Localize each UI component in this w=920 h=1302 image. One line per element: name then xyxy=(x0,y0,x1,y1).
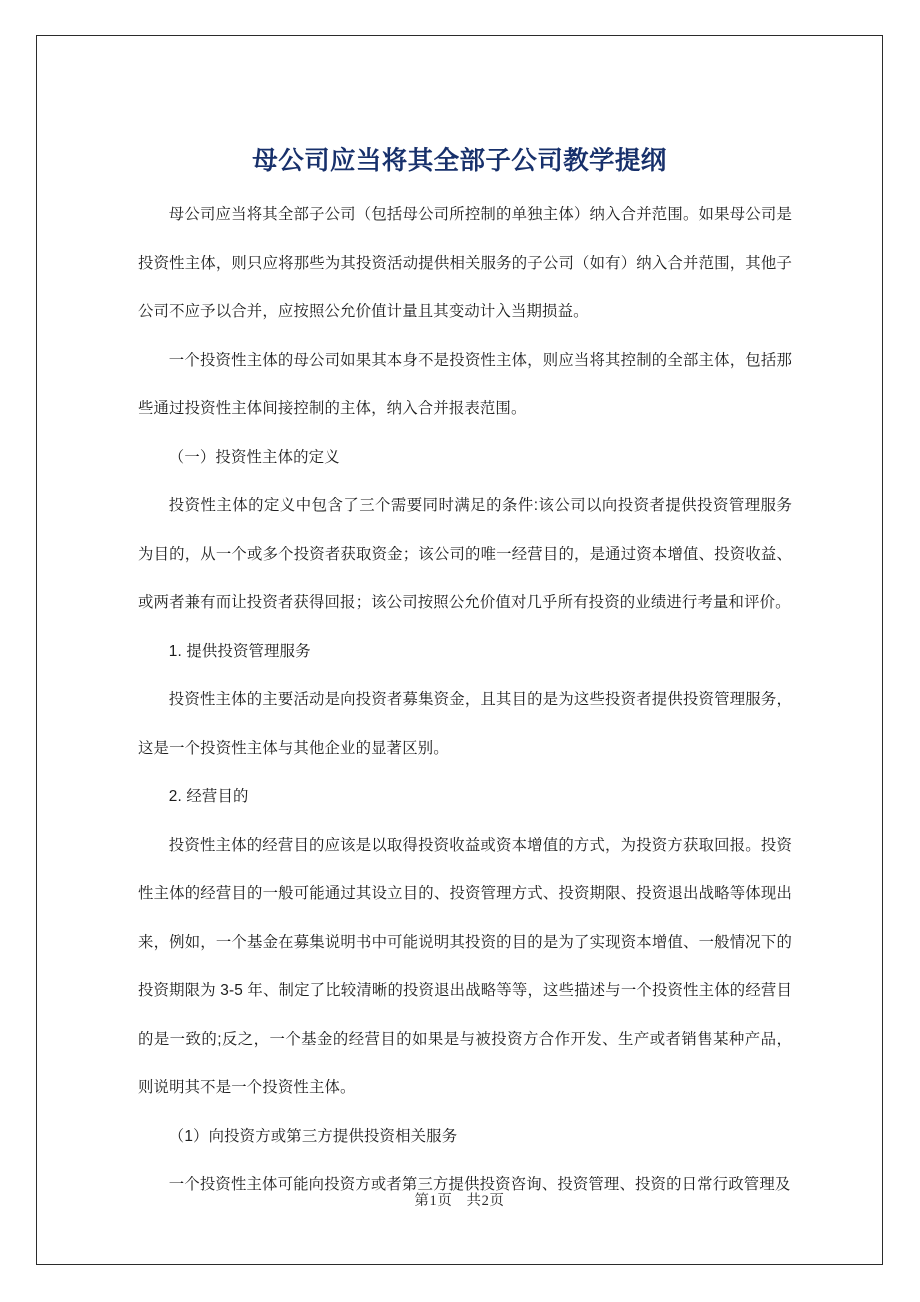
subsection-heading-3: （1）向投资方或第三方提供投资相关服务 xyxy=(168,1127,458,1145)
footer-total-prefix: 共 xyxy=(466,1193,482,1209)
paragraph-2: 一个投资性主体的母公司如果其本身不是投资性主体，则应当将其控制的全部主体，包括那些通过投资性主体间接控制的主体，纳入合并报表范围。 xyxy=(138,351,792,417)
footer-total-pages: 2 xyxy=(481,1193,490,1209)
footer-current-page: 1 xyxy=(429,1193,438,1209)
footer-total-unit: 页 xyxy=(489,1193,505,1209)
document-body xyxy=(138,191,792,1210)
footer-page-unit: 页 xyxy=(437,1193,453,1209)
page-content-area xyxy=(37,36,882,1264)
paragraph-3: 投资性主体的定义中包含了三个需要同时满足的条件:该公司以向投资者提供投资管理服务为目的，从一个或多个投资者获取资金；该公司的唯一经营目的，是通过资本增值、投资收益、或两者兼有而让投资者获得回报；该公司按照公允价值对几乎所有投资的业绩进行考量和评价。 xyxy=(138,497,792,611)
page-title: 母公司应当将其全部子公司教学提纲 xyxy=(252,147,667,176)
paragraph-6: 一个投资性主体可能向投资方或者第三方提供投资咨询、投资管理、投资的日常行政管理及 xyxy=(168,1176,791,1193)
subsection-heading-1: 1. 提供投资管理服务 xyxy=(168,642,311,660)
paragraph-1: 母公司应当将其全部子公司（包括母公司所控制的单独主体）纳入合并范围。如果母公司是投资性主体，则只应将那些为其投资活动提供相关服务的子公司（如有）纳入合并范围，其他子公司不应予以合并，应按照公允价值计量且其变动计入当期损益。 xyxy=(138,206,792,320)
document-page xyxy=(36,35,883,1265)
subsection-heading-2: 2. 经营目的 xyxy=(168,788,249,805)
footer-page-prefix: 第 xyxy=(414,1193,430,1209)
paragraph-4: 投资性主体的主要活动是向投资者募集资金，且其目的是为这些投资者提供投资管理服务，这是一个投资性主体与其他企业的显著区别。 xyxy=(138,691,792,757)
paragraph-5: 投资性主体的经营目的应该是以取得投资收益或资本增值的方式，为投资方获取回报。投资性主体的经营目的一般可能通过其设立目的、投资管理方式、投资期限、投资退出战略等体现出来，例如，一个基金在募集说明书中可能说明其投资的目的是为了实现资本增值、一般情况下的投资期限为 3-5 年、制定了比较清晰的投资退出战略等等，这些描述与一个投资性主体的经营目的是一致的;反之，一个基金的经营目的如果是与被投资方合作开发、生产或者销售某种产品，则说明其不是一个投资性主体。 xyxy=(138,836,792,1096)
section-heading-1: （一）投资性主体的定义 xyxy=(168,448,340,466)
page-footer xyxy=(37,1189,882,1210)
